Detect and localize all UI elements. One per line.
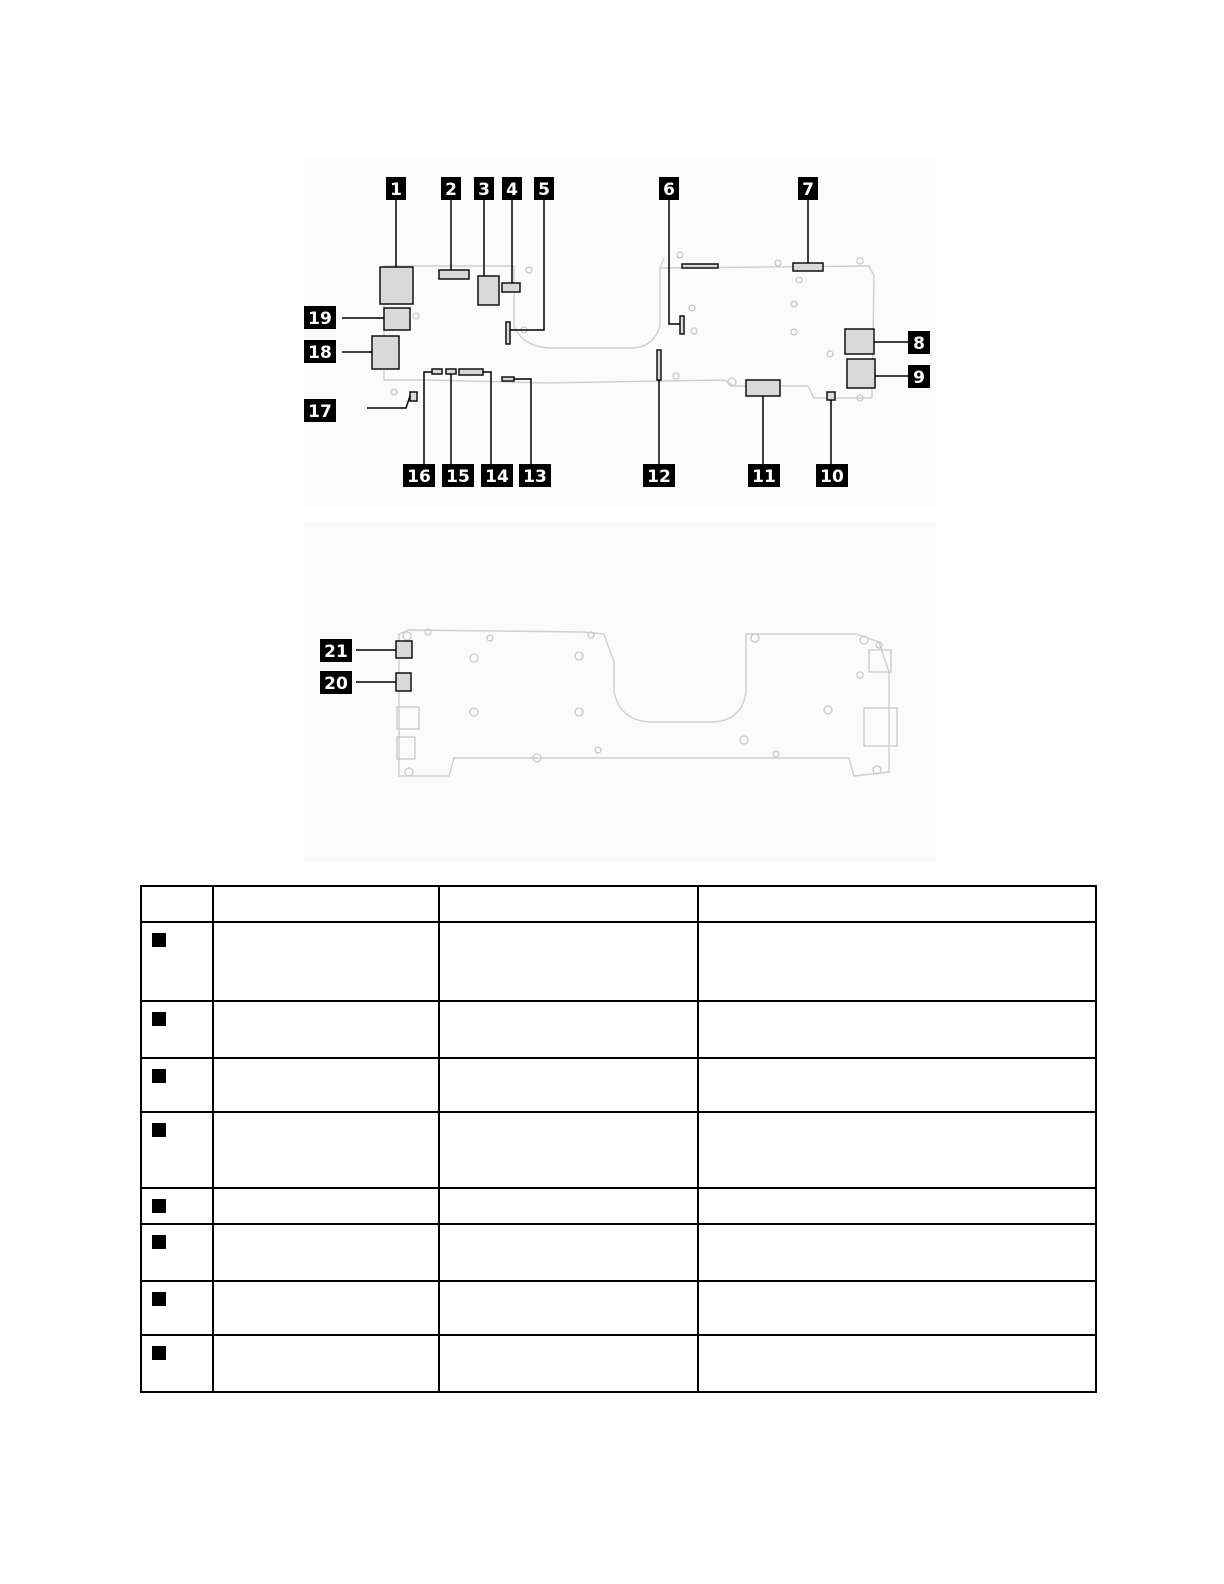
callout-12	[643, 464, 675, 487]
component-14	[459, 369, 483, 375]
table-header-cell	[439, 886, 698, 922]
table-cell	[213, 1281, 439, 1335]
callout-17	[304, 399, 336, 422]
table-cell	[698, 922, 1096, 1001]
component-8	[845, 329, 874, 354]
callout-3-label: 3	[478, 180, 490, 200]
row-bullet	[152, 933, 166, 947]
callout-5	[534, 177, 554, 200]
pad-a	[397, 707, 419, 729]
table-cell	[439, 1112, 698, 1188]
callout-1	[386, 177, 406, 200]
system-board-bottom-figure	[304, 522, 936, 862]
callout-3	[474, 177, 494, 200]
pad-d	[864, 708, 897, 746]
callout-13-label: 13	[523, 467, 547, 487]
table-row	[141, 1224, 1096, 1281]
table-cell	[213, 1224, 439, 1281]
callout-14-label: 14	[485, 467, 509, 487]
callout-19-label: 19	[308, 309, 332, 329]
row-marker-cell	[141, 1112, 213, 1188]
table-cell	[698, 1058, 1096, 1112]
pad-b	[397, 737, 415, 759]
callout-20	[320, 671, 352, 694]
table-cell	[213, 1335, 439, 1392]
callout-16	[403, 464, 435, 487]
component-17	[410, 392, 417, 401]
callout-19	[304, 306, 336, 329]
table-cell	[698, 1112, 1096, 1188]
table-row	[141, 1001, 1096, 1058]
row-bullet	[152, 1346, 166, 1360]
callout-2-label: 2	[445, 180, 457, 200]
system-board-top-diagram	[304, 158, 936, 506]
callout-11	[748, 464, 780, 487]
board-outline-bottom	[399, 630, 889, 776]
system-board-top-figure	[304, 158, 936, 506]
component-19	[384, 308, 410, 330]
callout-4-label: 4	[506, 180, 518, 200]
callout-20-label: 20	[324, 674, 348, 694]
table-cell	[439, 1058, 698, 1112]
row-bullet	[152, 1069, 166, 1083]
component-16	[432, 369, 442, 374]
callout-21-label: 21	[324, 642, 348, 662]
table-header-cell	[141, 886, 213, 922]
component-4	[502, 283, 520, 292]
table-row	[141, 1335, 1096, 1392]
board-edge	[660, 258, 664, 268]
table-cell	[698, 1335, 1096, 1392]
component-6	[680, 316, 684, 334]
table-header-cell	[698, 886, 1096, 922]
table-cell	[698, 1224, 1096, 1281]
component-3	[478, 276, 499, 305]
component-18	[372, 336, 399, 369]
callout-10-label: 10	[820, 467, 844, 487]
component-21	[396, 641, 412, 658]
table-cell	[213, 1112, 439, 1188]
callout-5-label: 5	[538, 180, 550, 200]
table-header-row	[141, 886, 1096, 922]
table-cell	[439, 1281, 698, 1335]
component-10	[827, 392, 835, 400]
component-5	[506, 322, 510, 344]
callout-10	[816, 464, 848, 487]
table-cell	[698, 1281, 1096, 1335]
row-bullet	[152, 1199, 166, 1213]
component-20	[396, 673, 411, 691]
callout-6-label: 6	[663, 180, 675, 200]
table-cell	[439, 1188, 698, 1224]
callout-13	[519, 464, 551, 487]
callout-8-label: 8	[913, 334, 925, 354]
component-7-connector	[682, 264, 718, 268]
leader-lines	[342, 200, 908, 464]
callout-8	[908, 331, 930, 354]
row-marker-cell	[141, 1001, 213, 1058]
table-cell	[698, 1001, 1096, 1058]
table-row	[141, 922, 1096, 1001]
connector-table	[140, 885, 1097, 1393]
table-cell	[698, 1188, 1096, 1224]
callout-11-label: 11	[752, 467, 776, 487]
component-1	[380, 267, 413, 304]
row-bullet	[152, 1292, 166, 1306]
callout-4	[502, 177, 522, 200]
table-row	[141, 1188, 1096, 1224]
callout-1-label: 1	[390, 180, 402, 200]
callout-15-label: 15	[446, 467, 470, 487]
row-marker-cell	[141, 1188, 213, 1224]
component-2	[439, 270, 469, 279]
mounting-holes-bottom	[403, 629, 882, 776]
row-marker-cell	[141, 1335, 213, 1392]
board-outline	[384, 266, 874, 398]
callout-18	[304, 340, 336, 363]
callout-17-label: 17	[308, 402, 332, 422]
callout-15	[442, 464, 474, 487]
callout-16-label: 16	[407, 467, 431, 487]
callout-6	[659, 177, 679, 200]
system-board-bottom-diagram	[304, 522, 936, 862]
component-9	[847, 359, 875, 388]
leader-lines-bottom	[356, 650, 396, 682]
table-cell	[213, 1058, 439, 1112]
callout-7	[798, 177, 818, 200]
table-header-cell	[213, 886, 439, 922]
callout-18-label: 18	[308, 343, 332, 363]
table-cell	[439, 922, 698, 1001]
component-13	[502, 377, 514, 381]
board-components-bottom	[396, 641, 897, 759]
callout-2	[441, 177, 461, 200]
callout-9-label: 9	[913, 368, 925, 388]
component-12	[657, 350, 661, 380]
callout-7-label: 7	[802, 180, 814, 200]
callout-12-label: 12	[647, 467, 671, 487]
row-marker-cell	[141, 922, 213, 1001]
component-7	[793, 263, 823, 271]
table-cell	[213, 1001, 439, 1058]
table-row	[141, 1058, 1096, 1112]
table-cell	[439, 1001, 698, 1058]
callout-14	[481, 464, 513, 487]
row-bullet	[152, 1123, 166, 1137]
table-cell	[439, 1224, 698, 1281]
table-row	[141, 1112, 1096, 1188]
callout-9	[908, 365, 930, 388]
table-cell	[439, 1335, 698, 1392]
row-marker-cell	[141, 1058, 213, 1112]
component-15	[446, 369, 456, 374]
row-bullet	[152, 1012, 166, 1026]
table-cell	[213, 1188, 439, 1224]
table-cell	[213, 922, 439, 1001]
table-row	[141, 1281, 1096, 1335]
row-marker-cell	[141, 1281, 213, 1335]
row-bullet	[152, 1235, 166, 1249]
callout-21	[320, 639, 352, 662]
row-marker-cell	[141, 1224, 213, 1281]
component-11	[746, 380, 780, 396]
